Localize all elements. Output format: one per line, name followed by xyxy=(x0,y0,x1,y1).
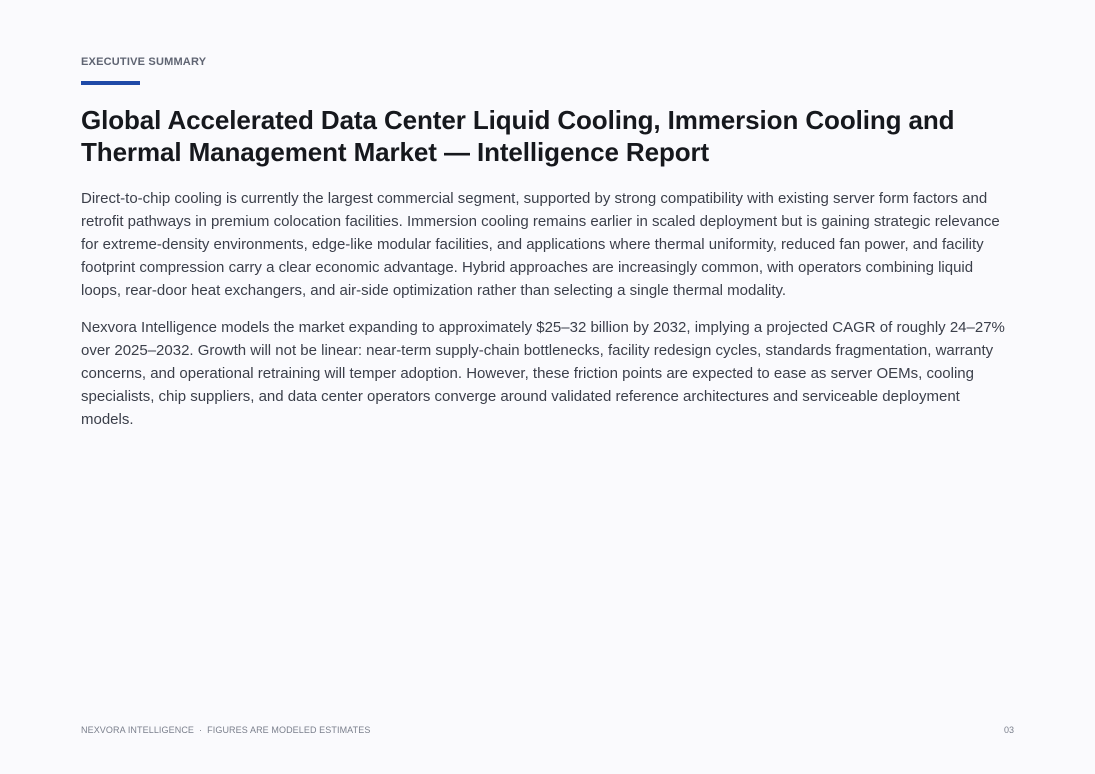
section-eyebrow: EXECUTIVE SUMMARY xyxy=(81,56,207,68)
summary-paragraph-2: Nexvora Intelligence models the market expanding to approximately $25–32 billion by 2032, implying a projected CAGR of roughly 24–27% over 2025–2032. Growth will not be linear: near-term supply-chain bottlenecks, facility redesign cycles, standards fragmentation, warranty concerns, and operational retraining will temper adoption. However, these friction points are expected to ease as server OEMs, cooling specialists, chip suppliers, and data center operators converge around validated reference architectures and serviceable deployment models. xyxy=(81,319,1005,428)
page-number: 03 xyxy=(1003,725,1014,735)
accent-rule xyxy=(81,81,140,85)
footer-brand: NEXVORA INTELLIGENCE xyxy=(81,725,195,735)
footer-source xyxy=(81,725,370,736)
footer-note: FIGURES ARE MODELED ESTIMATES xyxy=(207,725,371,735)
page-title: Global Accelerated Data Center Liquid Cooling, Immersion Cooling and Thermal Management Market — Intelligence Report xyxy=(81,105,955,167)
summary-paragraph-1: Direct-to-chip cooling is currently the largest commercial segment, supported by strong compatibility with existing server form factors and retrofit pathways in premium colocation facilities. Immersion cooling remains earlier in scaled deployment but is gaining strategic relevance for extreme-density environments, edge-like modular facilities, and applications where thermal uniformity, reduced fan power, and facility footprint compression carry a clear economic advantage. Hybrid approaches are increasingly common, with operators combining liquid loops, rear-door heat exchangers, and air-side optimization rather than selecting a single thermal modality. xyxy=(81,190,1000,299)
footer-separator: · xyxy=(199,725,203,735)
report-page xyxy=(81,0,1015,774)
